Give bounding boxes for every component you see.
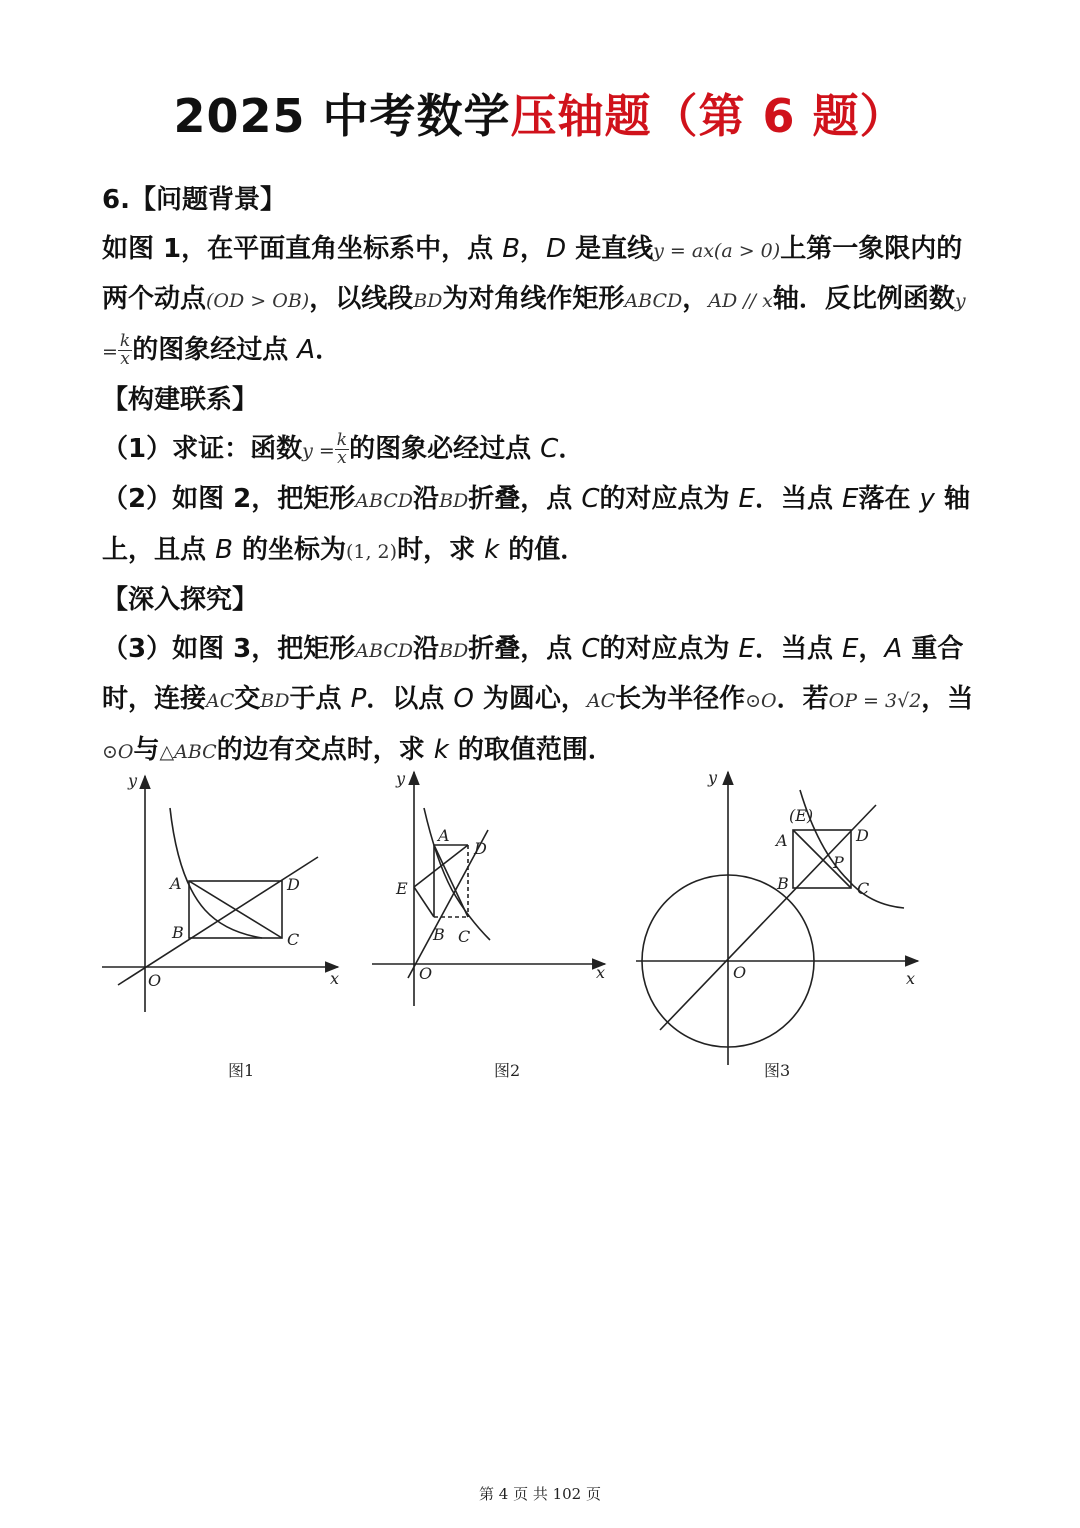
text: ，以线段 <box>309 284 414 314</box>
label-y: y <box>396 769 406 788</box>
text: ． <box>315 334 342 365</box>
denominator: x <box>120 348 130 369</box>
numerator: k <box>119 330 131 351</box>
figure-3-labels <box>707 768 915 1080</box>
rect-ABCD: ABCD <box>624 290 683 312</box>
text: （3）如图 3，把矩形 <box>102 633 356 664</box>
label-x: x <box>596 963 606 982</box>
text: 时，求 <box>397 534 485 565</box>
circle-O: ⊙O <box>102 740 134 763</box>
func-left: y = <box>102 290 966 363</box>
var-k: k <box>433 734 449 765</box>
figure-1-labels <box>127 771 339 1080</box>
section-heading-2: 【构建联系】 <box>102 385 259 415</box>
label-C: C <box>458 927 471 946</box>
var-E: E <box>842 484 859 514</box>
text: 折叠，点 <box>468 633 582 664</box>
label-D: D <box>287 875 300 894</box>
coordinate: (1, 2) <box>345 540 398 563</box>
page-number: 第 4 页 共 102 页 <box>478 1485 601 1503</box>
var-A: A <box>884 633 903 664</box>
numerator: k <box>336 429 348 450</box>
text: ．当点 <box>754 633 843 664</box>
section-heading-3: 【深入探究】 <box>102 585 259 615</box>
text: 沿 <box>413 484 440 514</box>
var-P: P <box>350 684 367 714</box>
line-y-ax <box>660 805 876 1030</box>
segment-AC: AC <box>586 690 616 712</box>
hyperbola <box>800 790 904 908</box>
question-2 <box>102 475 982 576</box>
figure-1 <box>102 776 338 1012</box>
text: ， <box>520 233 547 264</box>
line-equation: y = ax(a > 0) <box>653 239 781 262</box>
text: 与 <box>133 734 160 765</box>
text: ， <box>858 633 885 664</box>
problem-heading: 6.【问题背景】 <box>102 185 286 215</box>
label-y: y <box>128 771 138 790</box>
text: 的坐标为 <box>232 534 346 565</box>
label-O: O <box>733 963 747 982</box>
label-O: O <box>148 971 162 990</box>
background-paragraph <box>102 225 982 377</box>
label-B: B <box>433 925 445 944</box>
fraction-k-over-x <box>118 330 132 369</box>
var-y: y <box>919 484 935 514</box>
text: ，当 <box>921 684 974 714</box>
page-title <box>0 80 1080 146</box>
label-O: O <box>419 964 433 983</box>
text: 沿 <box>413 633 440 664</box>
rect-ABCD: ABCD <box>355 639 414 662</box>
var-E: E <box>842 633 859 664</box>
text: 重合时，连接 <box>102 633 964 714</box>
text: 交 <box>234 684 261 714</box>
text: 的对应点为 <box>599 484 739 514</box>
caption-fig1: 图1 <box>228 1061 255 1080</box>
condition: (OD > OB) <box>206 290 310 312</box>
label-D: D <box>856 826 869 845</box>
label-y: y <box>708 768 718 787</box>
text: （1）求证：函数 <box>102 433 303 464</box>
caption-fig2: 图2 <box>494 1061 521 1080</box>
figures <box>0 760 1080 1100</box>
var-C: C <box>540 433 559 464</box>
label-C: C <box>857 879 870 898</box>
segment-BD: BD <box>413 290 443 312</box>
rect-ABCD: ABCD <box>355 490 414 512</box>
text: ．若 <box>776 684 829 714</box>
text: 轴上，且点 <box>102 484 970 565</box>
var-E: E <box>738 484 755 514</box>
text: 落在 <box>858 484 920 514</box>
text: 长为半径作 <box>615 684 746 714</box>
label-D: D <box>474 839 487 858</box>
var-A: A <box>297 334 316 365</box>
label-x: x <box>330 969 340 988</box>
denominator: x <box>337 447 347 468</box>
parallel-condition: AD // x <box>708 290 773 312</box>
label-A: A <box>170 874 182 893</box>
circle-O: ⊙O <box>745 690 777 712</box>
text: ， <box>682 284 709 314</box>
var-O: O <box>453 684 474 714</box>
text: 的取值范围． <box>448 734 614 765</box>
segment-BD: BD <box>439 490 469 512</box>
text: 折叠，点 <box>468 484 582 514</box>
title-red: 压轴题（第 6 题） <box>510 89 907 143</box>
var-B: B <box>502 233 521 264</box>
segment-BD: BD <box>260 690 290 712</box>
segment-BD: BD <box>439 639 469 662</box>
question-3 <box>102 625 982 777</box>
var-k: k <box>484 534 500 565</box>
text: （2）如图 2，把矩形 <box>102 484 356 514</box>
label-E: E <box>396 879 408 898</box>
text: 为圆心， <box>473 684 587 714</box>
text: 的对应点为 <box>599 633 739 664</box>
label-E: (E) <box>789 806 814 825</box>
question-1 <box>102 425 982 476</box>
var-D: D <box>546 233 567 264</box>
segment-AC: AC <box>206 690 235 712</box>
label-A: A <box>438 826 450 845</box>
text: 轴．反比例函数 <box>772 284 955 314</box>
op-length: OP = 3√2 <box>828 690 922 712</box>
label-B: B <box>172 923 184 942</box>
var-C: C <box>581 633 600 664</box>
text: 为对角线作矩形 <box>442 284 625 314</box>
title-black: 2025 中考数学 <box>173 89 511 143</box>
func-left: y = <box>302 439 335 462</box>
label-P: P <box>833 853 844 872</box>
caption-fig3: 图3 <box>764 1061 791 1080</box>
segment-EB <box>414 887 434 917</box>
text: ．以点 <box>366 684 454 714</box>
figure-3 <box>636 772 918 1065</box>
text: 于点 <box>289 684 351 714</box>
var-C: C <box>581 484 600 514</box>
fraction-k-over-x <box>335 429 349 468</box>
var-E: E <box>738 633 755 664</box>
label-B: B <box>777 874 789 893</box>
text: 的边有交点时，求 <box>216 734 434 765</box>
text: 是直线 <box>566 233 654 264</box>
var-B: B <box>215 534 233 565</box>
text: ．当点 <box>754 484 843 514</box>
hyperbola <box>170 808 262 938</box>
text: 的值． <box>499 534 587 565</box>
text: ． <box>558 433 585 464</box>
label-C: C <box>287 930 300 949</box>
text: 如图 1，在平面直角坐标系中，点 <box>102 233 503 264</box>
text: 的图象必经过点 <box>349 433 541 464</box>
triangle-ABC: △ABC <box>159 740 217 763</box>
label-A: A <box>776 831 788 850</box>
problem-body <box>102 176 982 776</box>
label-x: x <box>906 969 916 988</box>
text: 上第一象限内的两个动点 <box>102 233 963 314</box>
text: 的图象经过点 <box>132 334 298 365</box>
